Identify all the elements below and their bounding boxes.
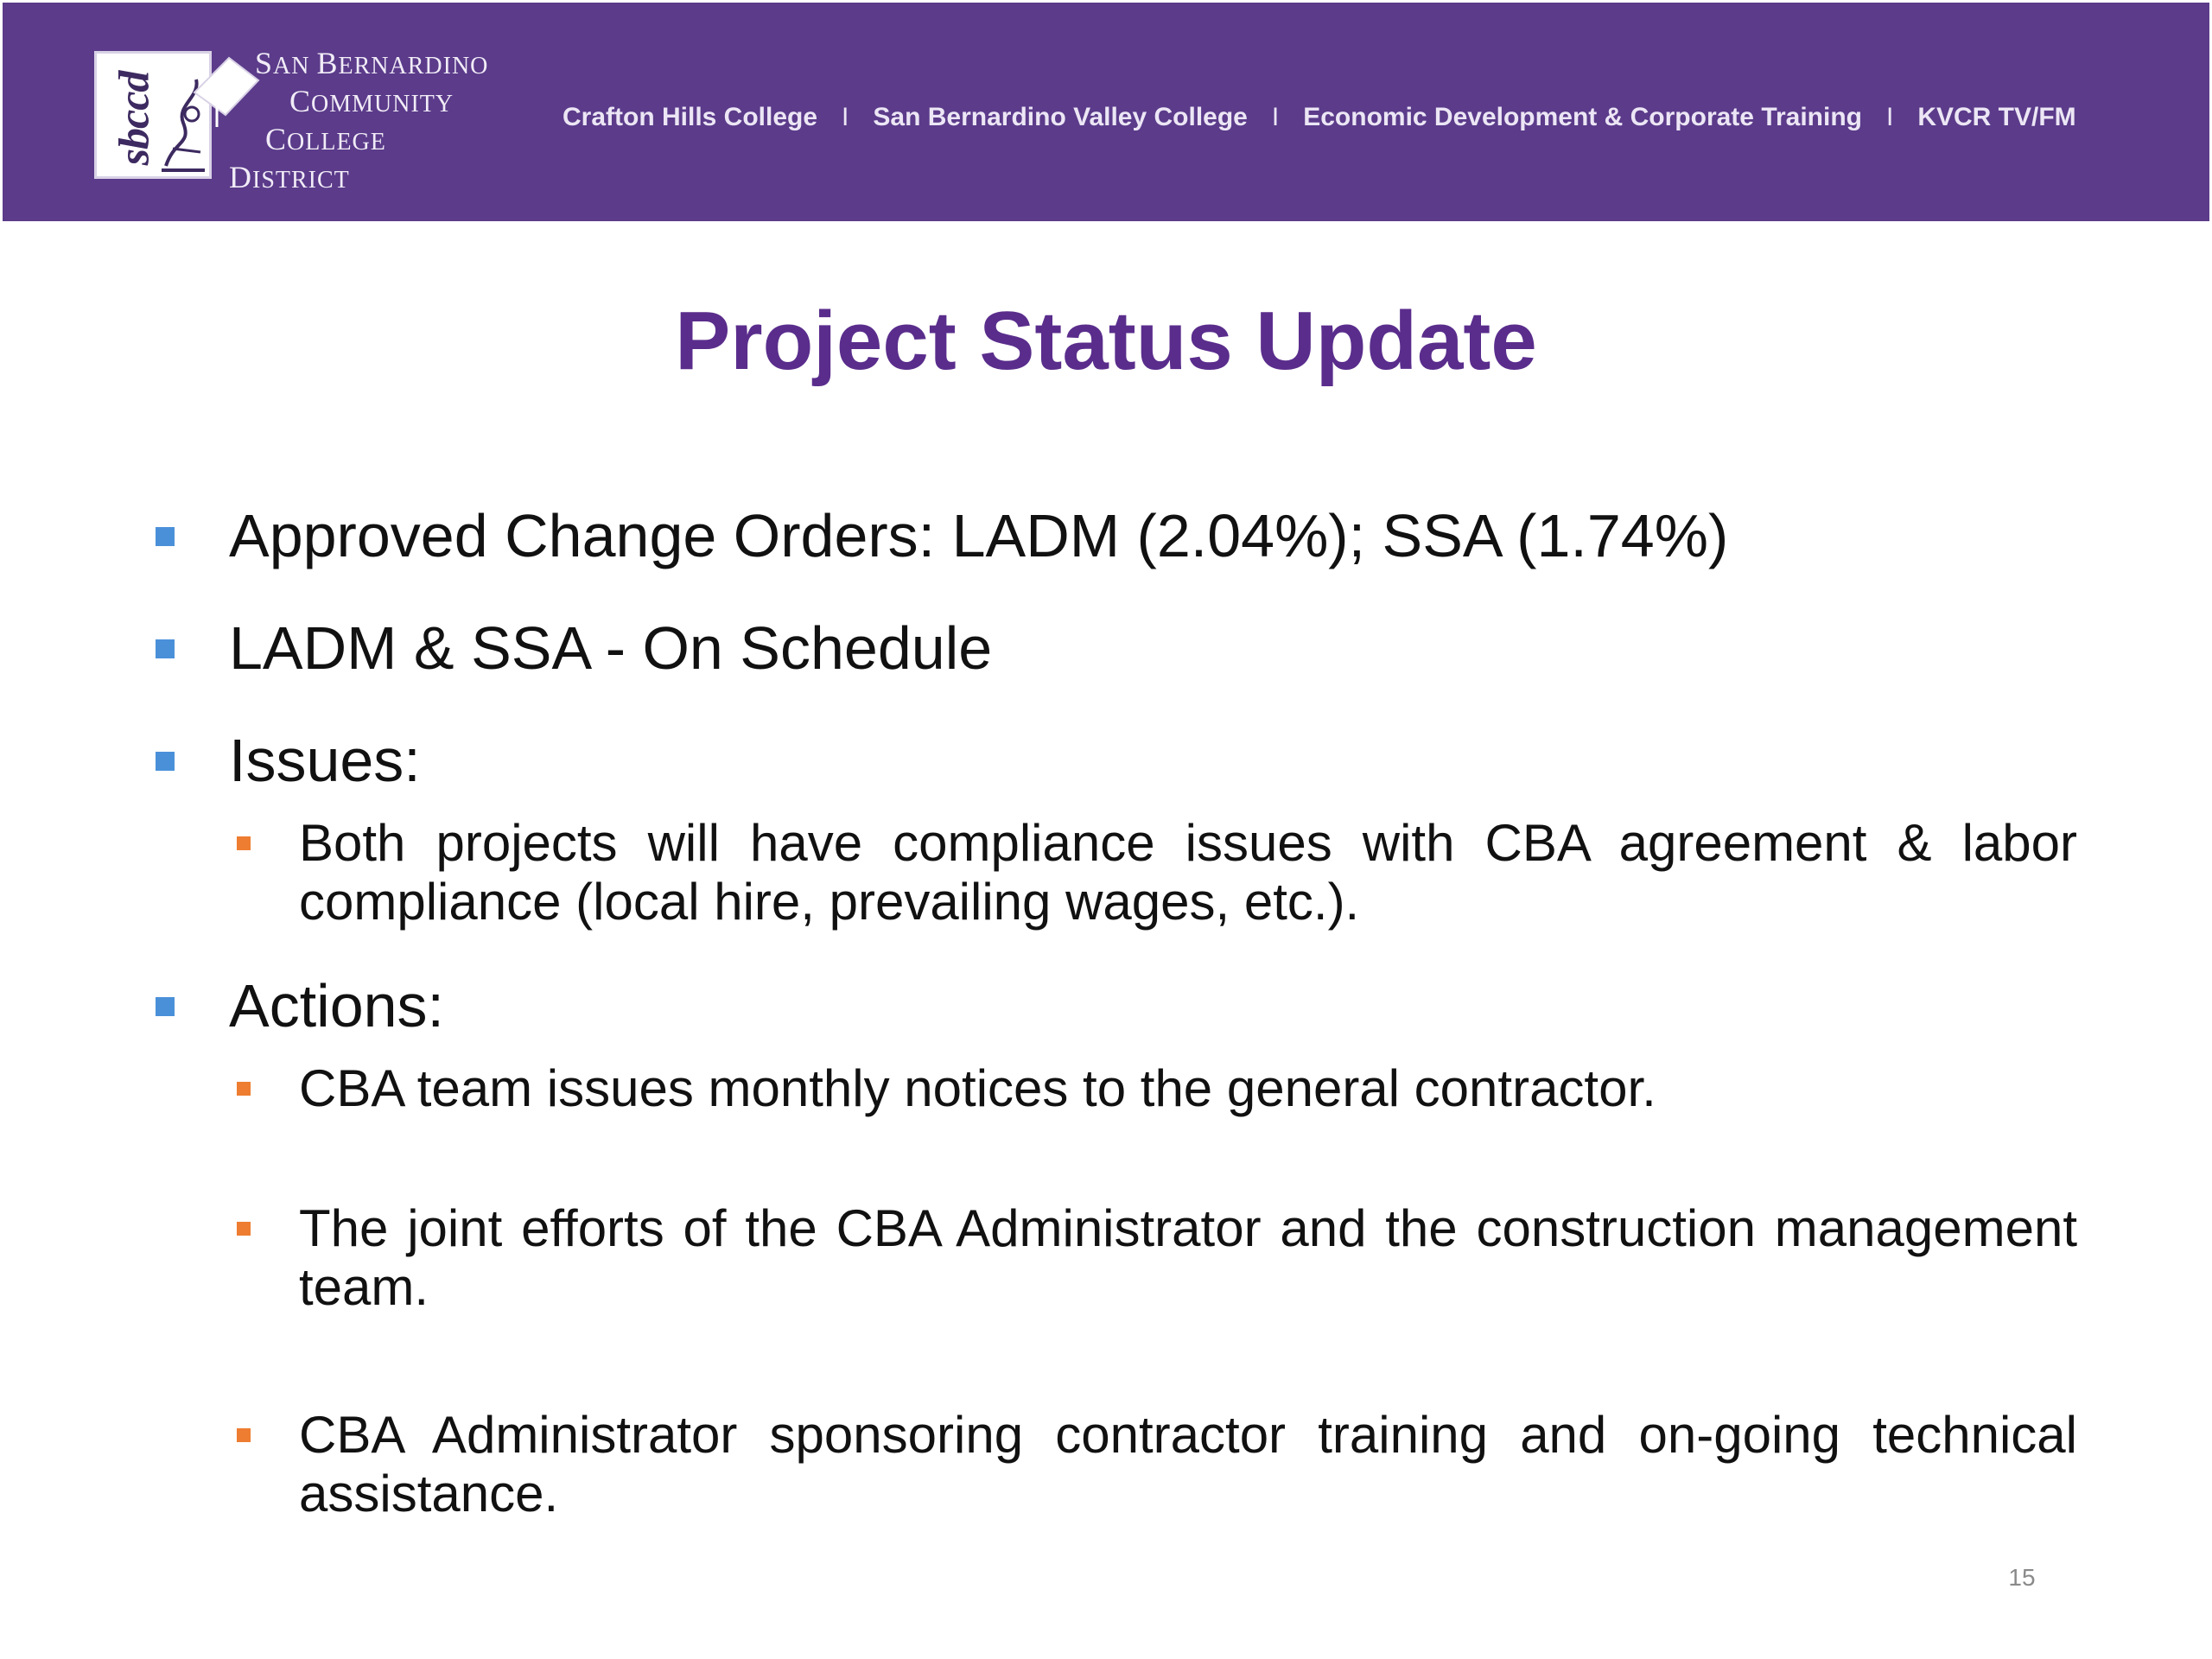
link-separator: I [1271, 103, 1280, 131]
header-band [3, 3, 2209, 221]
bullet-marker [156, 527, 175, 546]
bullet-marker [156, 997, 175, 1016]
link-separator: I [842, 103, 849, 131]
sub-bullet-marker [237, 836, 251, 850]
logo-monogram: sbccd [109, 71, 158, 166]
link-crafton-hills-college[interactable]: Crafton Hills College [563, 103, 818, 131]
link-economic-development[interactable]: Economic Development & Corporate Training [1303, 103, 1862, 131]
district-name: SAN BERNARDINO COMMUNITY COLLEGE DISTRICT [229, 46, 489, 194]
sub-bullet-marker [237, 1428, 251, 1442]
link-kvcr[interactable]: KVCR TV/FM [1917, 103, 2076, 131]
slide-title: Project Status Update [675, 295, 1537, 387]
header-links [563, 98, 2076, 137]
link-san-bernardino-valley-college[interactable]: San Bernardino Valley College [873, 103, 1248, 131]
link-separator: I [1886, 103, 1894, 131]
bullet-marker [156, 752, 175, 771]
sub-bullet-marker [237, 1082, 251, 1096]
sub-bullet-marker [237, 1222, 251, 1236]
page-number: 15 [2008, 1564, 2036, 1591]
bullet-marker [156, 639, 175, 658]
